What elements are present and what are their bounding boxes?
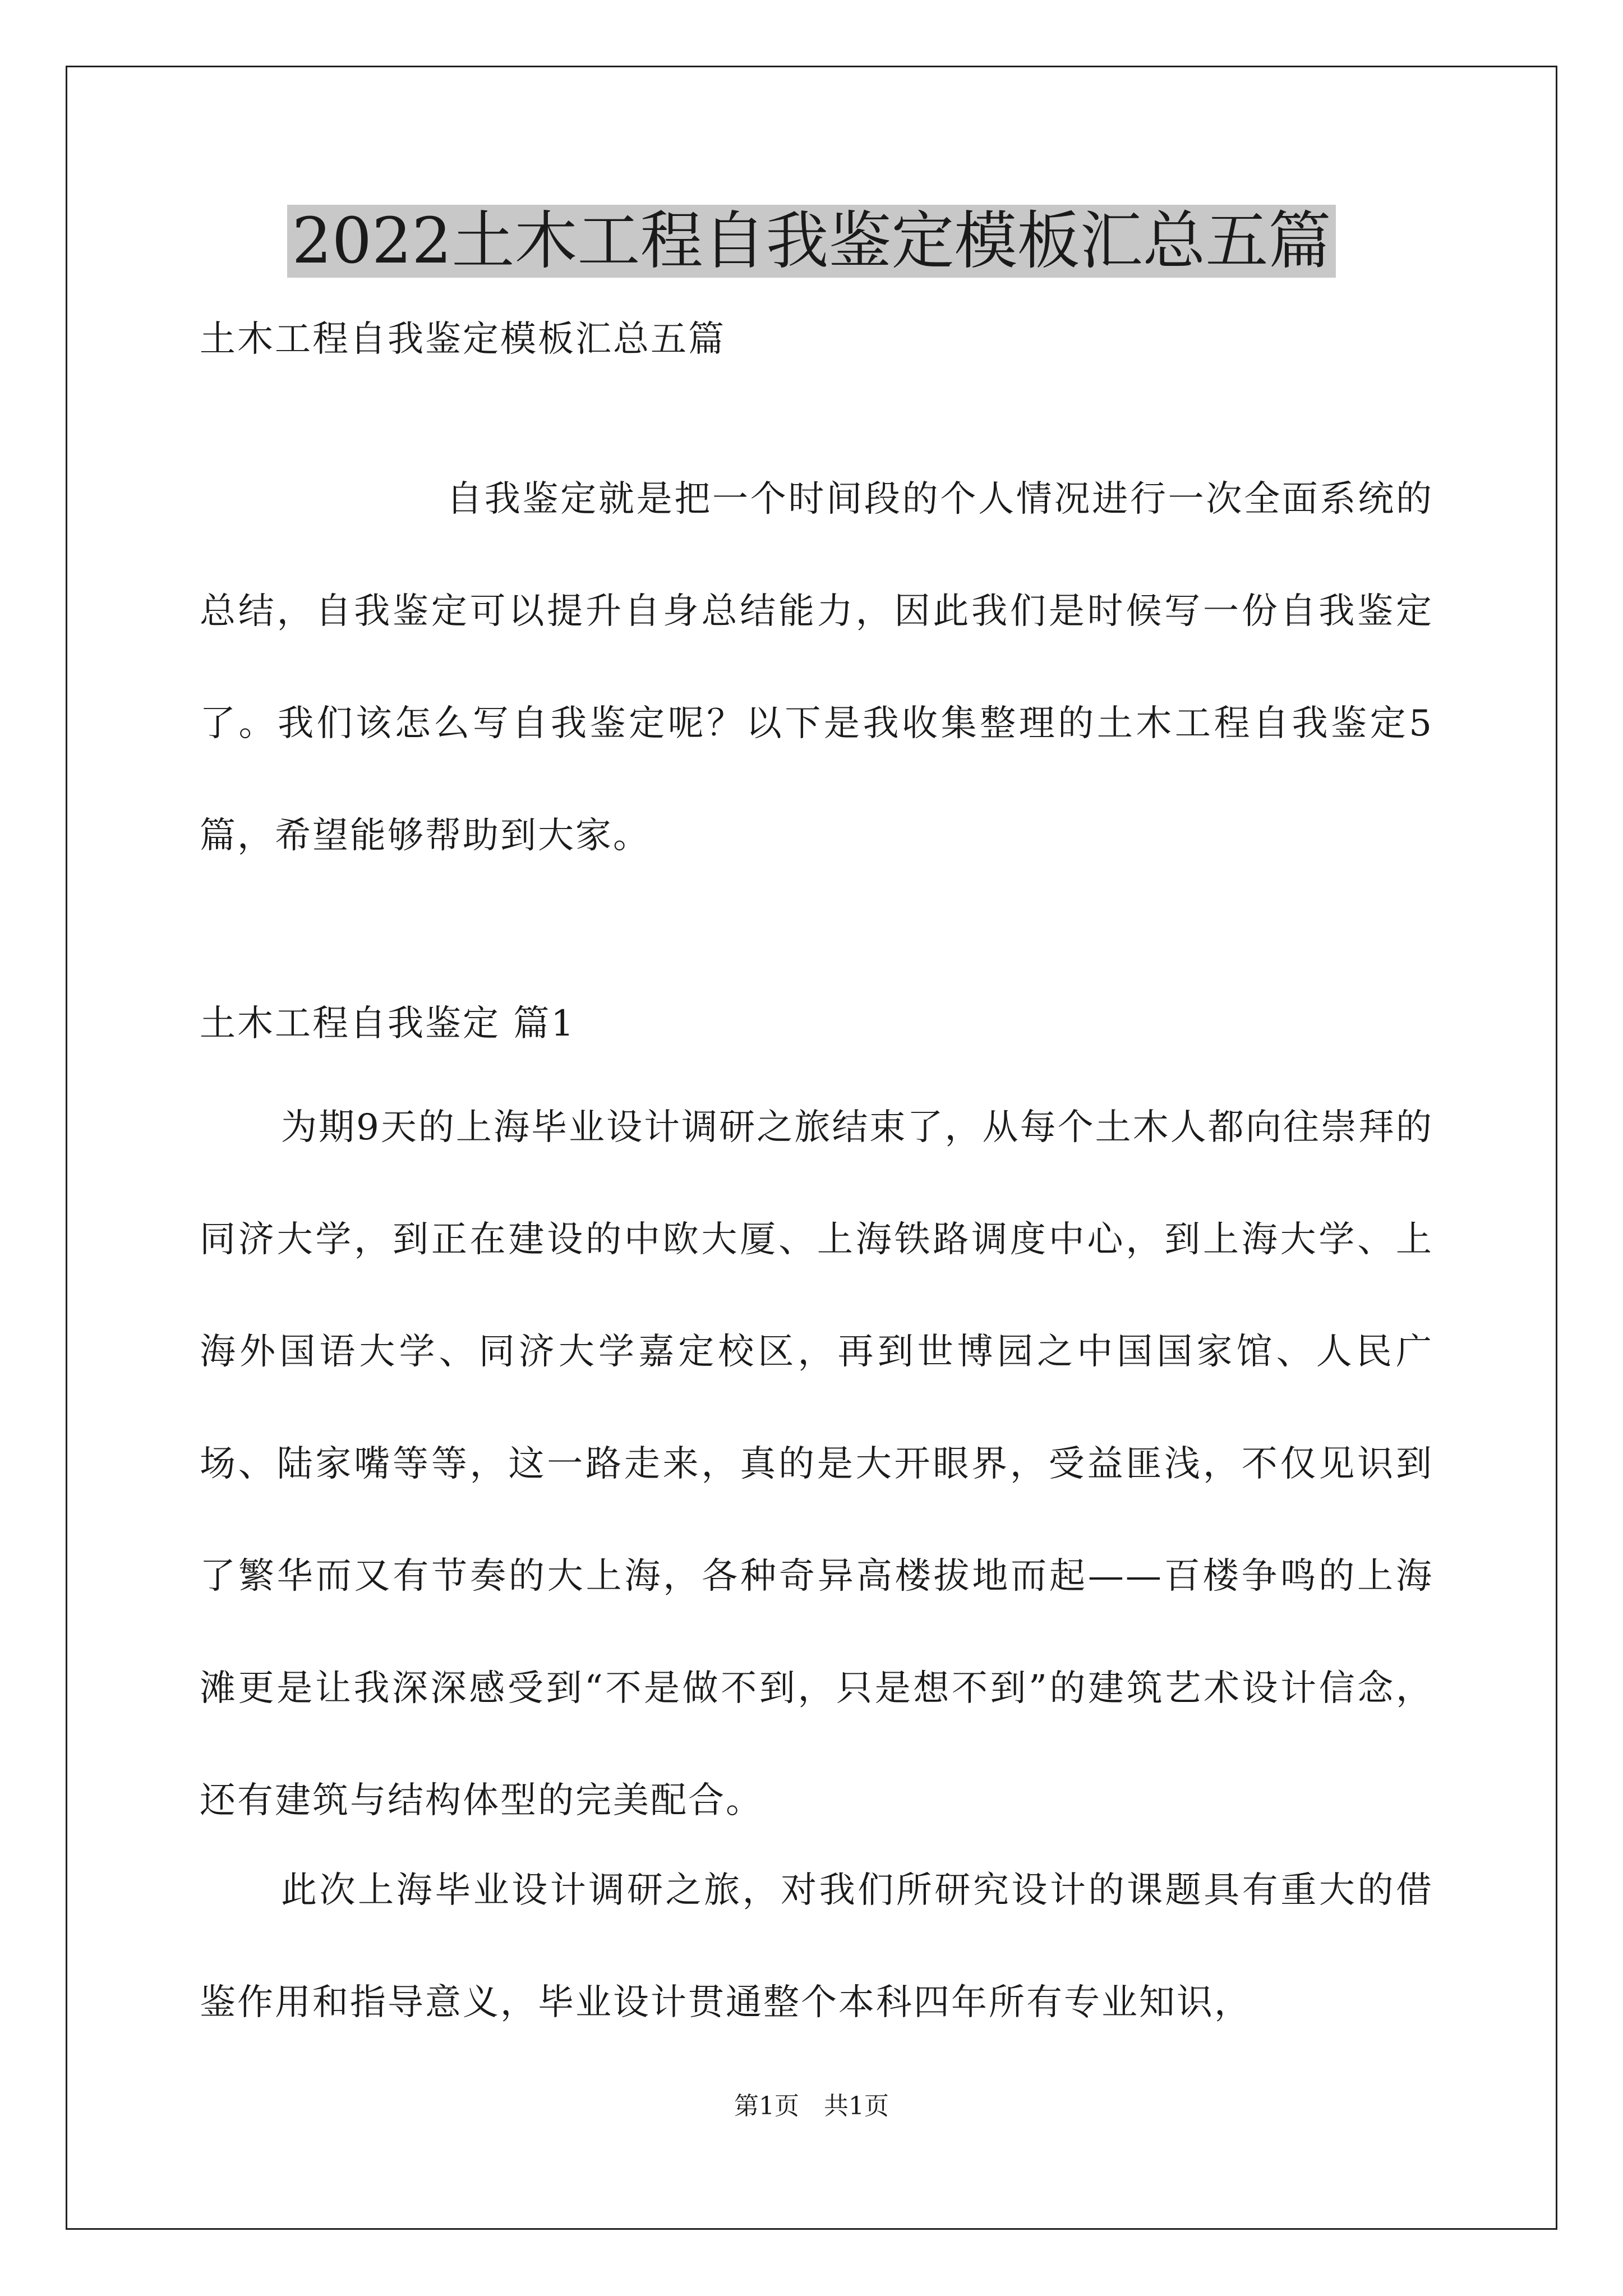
body-paragraph-2: 此次上海毕业设计调研之旅，对我们所研究设计的课题具有重大的借鉴作用和指导意义，毕业设计贯通整个本科四年所有专业知识，	[200, 1870, 1433, 2023]
intro-paragraph: 自我鉴定就是把一个时间段的个人情况进行一次全面系统的总结，自我鉴定可以提升自身总结能力，因此我们是时候写一份自我鉴定了。我们该怎么写自我鉴定呢？以下是我收集整理的土木工程自我鉴定5篇，希望能够帮助到大家。	[200, 478, 1433, 857]
section-heading: 土木工程自我鉴定 篇1	[200, 1003, 576, 1045]
body-paragraph-1: 为期9天的上海毕业设计调研之旅结束了，从每个土木人都向往崇拜的同济大学，到正在建设的中欧大厦、上海铁路调度中心，到上海大学、上海外国语大学、同济大学嘉定校区，再到世博园之中国国家馆、人民广场、陆家嘴等等，这一路走来，真的是大开眼界，受益匪浅，不仅见识到了繁华而又有节奏的大上海，各种奇异高楼拔地而起——百楼争鸣的上海滩更是让我深深感受到“不是做不到，只是想不到”的建筑艺术设计信念，还有建筑与结构体型的完美配合。	[200, 1107, 1433, 1821]
document-title-container	[0, 202, 1623, 280]
document-title: 2022土木工程自我鉴定模板汇总五篇	[287, 205, 1335, 278]
page-number-footer: 第1页 共1页	[734, 2092, 889, 2120]
document-subtitle: 土木工程自我鉴定模板汇总五篇	[200, 319, 726, 360]
